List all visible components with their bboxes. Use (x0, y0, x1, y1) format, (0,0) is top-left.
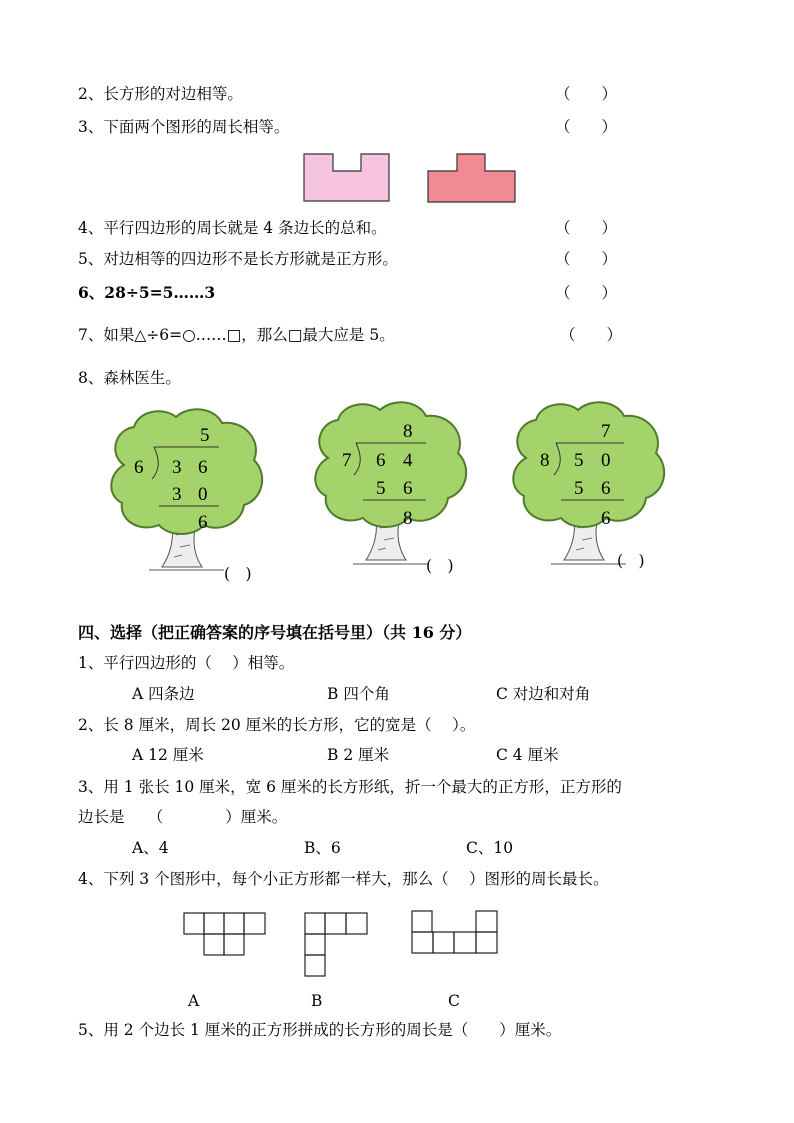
judge-item-4: 4、平行四边形的周长就是 4 条边长的总和。 (78, 219, 387, 237)
tree-1-answer[interactable]: ( ) (224, 565, 252, 583)
judge-item-7: 7、如果△÷6=○……□，那么□最大应是 5。 (78, 326, 395, 344)
judge-answer-7[interactable]: （ ） (560, 326, 623, 344)
section-heading-choice: 四、选择（把正确答案的序号填在括号里）（共 16 分） (78, 623, 472, 642)
tree-2-remainder: 8 (403, 508, 413, 529)
choice-q1-option-c[interactable]: C 对边和对角 (496, 685, 591, 703)
tree-2-product-tens: 5 (376, 478, 386, 499)
tree-crown (513, 402, 664, 527)
judge-answer-6[interactable]: （ ） (555, 284, 618, 302)
choice-q1-option-a[interactable]: A 四条边 (132, 685, 195, 703)
figure-label-b[interactable]: B (311, 992, 323, 1010)
tree-1-dividend-tens: 3 (172, 457, 182, 478)
tree-2-dividend-tens: 6 (376, 450, 386, 471)
tree-1-dividend-ones: 6 (198, 457, 208, 478)
shape-right-stepped (427, 153, 519, 203)
tree-3-remainder: 6 (601, 508, 611, 529)
grid-figure-c (411, 910, 501, 956)
tree-2-product-ones: 6 (403, 478, 413, 499)
shape-left-notched (303, 153, 393, 203)
choice-q3-option-b[interactable]: B、6 (304, 839, 341, 857)
tree-3-divisor: 8 (540, 450, 550, 471)
tree-1-product-ones: 0 (198, 484, 208, 505)
judge-item-3: 3、下面两个图形的周长相等。 (78, 118, 290, 136)
tree-2-dividend-ones: 4 (403, 450, 413, 471)
tree-2-divisor: 7 (342, 450, 352, 471)
tree-1-quotient: 5 (200, 425, 210, 446)
judge-item-8: 8、森林医生。 (78, 369, 181, 387)
choice-q3-line2: 边长是 （ ）厘米。 (78, 808, 288, 826)
tree-2-quotient: 8 (403, 421, 413, 442)
grid-figure-b (304, 912, 374, 978)
choice-q4: 4、下列 3 个图形中，每个小正方形都一样大，那么（ ）图形的周长最长。 (78, 870, 609, 888)
tree-crown (315, 402, 466, 527)
figure-label-a[interactable]: A (188, 992, 200, 1010)
tree-2 (308, 398, 478, 578)
judge-answer-2[interactable]: （ ） (555, 85, 618, 103)
tree-3-quotient: 7 (601, 421, 611, 442)
judge-item-2: 2、长方形的对边相等。 (78, 85, 243, 103)
tree-1-product-tens: 3 (172, 484, 182, 505)
judge-answer-3[interactable]: （ ） (555, 118, 618, 136)
judge-item-5: 5、对边相等的四边形不是长方形就是正方形。 (78, 250, 398, 268)
tree-3-product-ones: 6 (601, 478, 611, 499)
choice-q1: 1、平行四边形的（ ）相等。 (78, 654, 295, 672)
choice-q3-option-c[interactable]: C、10 (466, 839, 514, 857)
choice-q1-option-b[interactable]: B 四个角 (327, 685, 390, 703)
tree-3 (506, 398, 676, 578)
judge-answer-5[interactable]: （ ） (555, 250, 618, 268)
tree-1 (104, 405, 274, 585)
choice-q3-option-a[interactable]: A、4 (132, 839, 169, 857)
tree-3-dividend-tens: 5 (574, 450, 584, 471)
tree-3-product-tens: 5 (574, 478, 584, 499)
judge-item-6: 6、28÷5=5……3 (78, 283, 216, 302)
choice-q2: 2、长 8 厘米，周长 20 厘米的长方形，它的宽是（ ）。 (78, 716, 476, 734)
tree-1-divisor: 6 (134, 457, 144, 478)
tree-1-remainder: 6 (198, 512, 208, 533)
choice-q3-line1: 3、用 1 张长 10 厘米，宽 6 厘米的长方形纸，折一个最大的正方形，正方形的 (78, 778, 622, 796)
figure-label-c[interactable]: C (448, 992, 460, 1010)
grid-figure-a (183, 912, 273, 958)
tree-3-dividend-ones: 0 (601, 450, 611, 471)
choice-q2-option-a[interactable]: A 12 厘米 (132, 746, 204, 764)
choice-q2-option-b[interactable]: B 2 厘米 (327, 746, 390, 764)
tree-3-answer[interactable]: ( ) (617, 552, 645, 570)
choice-q5: 5、用 2 个边长 1 厘米的正方形拼成的长方形的周长是（ ）厘米。 (78, 1021, 562, 1039)
choice-q2-option-c[interactable]: C 4 厘米 (496, 746, 559, 764)
judge-answer-4[interactable]: （ ） (555, 219, 618, 237)
tree-2-answer[interactable]: ( ) (426, 557, 454, 575)
